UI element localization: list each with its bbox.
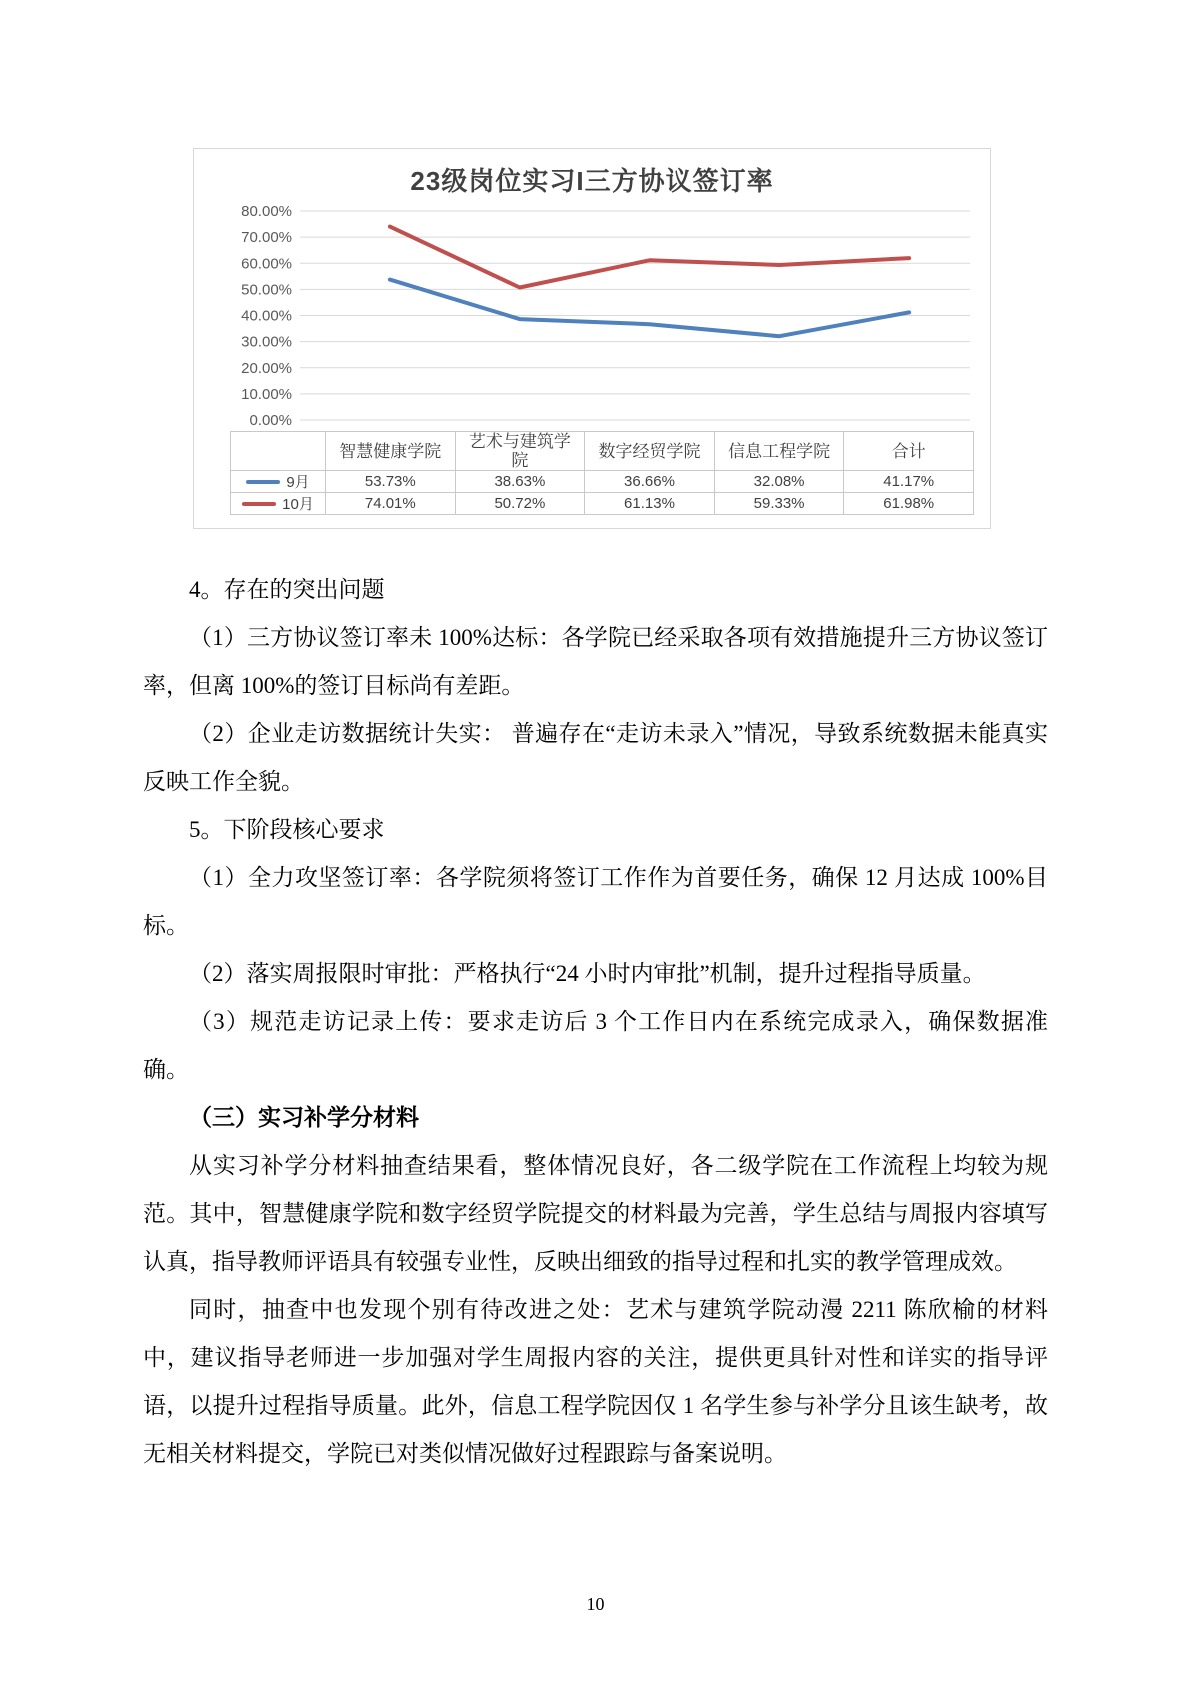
line-plot-area <box>194 197 992 431</box>
table-value-cell: 74.01% <box>326 493 456 515</box>
legend-line-key <box>242 502 276 506</box>
legend-label: 9月 <box>286 474 310 491</box>
y-axis-tick-label: 40.00% <box>241 307 292 325</box>
y-axis-tick-label: 10.00% <box>241 385 292 403</box>
section-heading: 5。下阶段核心要求 <box>189 817 385 842</box>
signing-rate-chart <box>193 148 991 529</box>
y-axis-tick-label: 30.00% <box>241 333 292 351</box>
table-value-cell: 38.63% <box>455 471 585 493</box>
paragraph: （1）全力攻坚签订率：各学院须将签订工作作为首要任务，确保 12 月达成 100%目标。 <box>143 865 1048 938</box>
legend-cell <box>231 493 326 515</box>
y-axis-tick-label: 0.00% <box>249 412 292 429</box>
y-axis-tick-label: 20.00% <box>241 359 292 377</box>
table-header-cell: 艺术与建筑学院 <box>455 432 585 471</box>
y-axis-tick-label: 50.00% <box>241 281 292 299</box>
document-body <box>143 566 1048 1478</box>
paragraph: （1）三方协议签订率未 100%达标：各学院已经采取各项有效措施提升三方协议签订率，但离 100%的签订目标尚有差距。 <box>143 625 1048 698</box>
series-line-10月 <box>390 227 909 288</box>
y-axis-tick-label: 60.00% <box>241 255 292 273</box>
table-header-cell: 合计 <box>844 432 974 471</box>
legend-cell <box>231 471 326 493</box>
table-value-cell: 50.72% <box>455 493 585 515</box>
legend-label: 10月 <box>282 496 314 513</box>
table-value-cell: 53.73% <box>326 471 456 493</box>
table-value-cell: 36.66% <box>585 471 715 493</box>
legend-line-key <box>246 480 280 484</box>
series-line-9月 <box>390 280 909 337</box>
paragraph: （3）规范走访记录上传：要求走访后 3 个工作日内在系统完成录入，确保数据准确。 <box>143 1009 1048 1082</box>
page-number: 10 <box>586 1594 605 1614</box>
chart-title: 23级岗位实习I三方协议签订率 <box>410 166 774 196</box>
table-value-cell: 41.17% <box>844 471 974 493</box>
table-header-cell: 信息工程学院 <box>714 432 844 471</box>
paragraph: （2）落实周报限时审批：严格执行“24 小时内审批”机制，提升过程指导质量。 <box>189 961 986 986</box>
table-value-cell: 32.08% <box>714 471 844 493</box>
table-value-cell: 61.98% <box>844 493 974 515</box>
table-row <box>231 471 974 493</box>
paragraph: （2）企业走访数据统计失实： 普遍存在“走访未录入”情况，导致系统数据未能真实反映工作全貌。 <box>143 721 1048 794</box>
table-header-cell: 智慧健康学院 <box>326 432 456 471</box>
chart-data-table <box>230 431 974 515</box>
section-heading: 4。存在的突出问题 <box>189 577 385 602</box>
table-value-cell: 59.33% <box>714 493 844 515</box>
y-axis-tick-label: 70.00% <box>241 229 292 247</box>
y-axis-tick-label: 80.00% <box>241 203 292 220</box>
table-corner-cell <box>231 432 326 471</box>
table-value-cell: 61.13% <box>585 493 715 515</box>
table-row <box>231 493 974 515</box>
paragraph: 从实习补学分材料抽查结果看，整体情况良好，各二级学院在工作流程上均较为规范。其中，智慧健康学院和数字经贸学院提交的材料最为完善，学生总结与周报内容填写认真，指导教师评语具有较强专业性，反映出细致的指导过程和扎实的教学管理成效。 <box>143 1153 1048 1274</box>
chart-data-table-grid <box>230 431 974 515</box>
paragraph: 同时，抽查中也发现个别有待改进之处：艺术与建筑学院动漫 2211 陈欣榆的材料中，建议指导老师进一步加强对学生周报内容的关注，提供更具针对性和详实的指导评语，以提升过程指导质量。此外，信息工程学院因仅 1 名学生参与补学分且该生缺考，故无相关材料提交，学院已对类似情况做好过程跟踪与备案说明。 <box>143 1297 1048 1466</box>
table-header-cell: 数字经贸学院 <box>585 432 715 471</box>
section-heading: （三）实习补学分材料 <box>189 1105 419 1130</box>
